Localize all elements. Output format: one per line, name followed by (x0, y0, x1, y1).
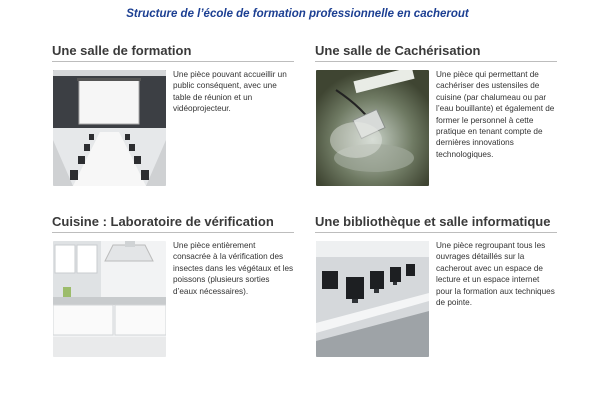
section-kasherization-room (315, 43, 557, 159)
section-text: Une pièce entièrement consacrée à la vérification des insectes dans les végétaux et les poissons (plusieurs sorties d’eaux nécessaires). (173, 241, 294, 296)
section-heading: Cuisine : Laboratoire de vérification (52, 214, 294, 233)
section-text: Une pièce pouvant accueillir un public conséquent, avec une table de réunion et un vidéoprojecteur. (173, 70, 287, 114)
section-training-room (52, 43, 294, 114)
computer-room-photo (316, 241, 429, 357)
kitchen-photo (53, 241, 166, 357)
section-kitchen-lab (52, 214, 294, 296)
section-heading: Une bibliothèque et salle informatique (315, 214, 557, 233)
section-heading: Une salle de formation (52, 43, 294, 62)
section-library-computer-room (315, 214, 557, 308)
kasherization-photo (316, 70, 429, 186)
section-heading: Une salle de Cachérisation (315, 43, 557, 62)
section-text: Une pièce qui permettant de cachériser des ustensiles de cuisine (par chalumeau ou par l’eau bouillante) et également de former le personnel à cette pratique en tenant compte de dernières innovations technologiques. (436, 70, 555, 159)
section-text: Une pièce regroupant tous les ouvrages détaillés sur la cacherout avec un espace de lecture et un espace internet pour la formation aux techniques de pointe. (436, 241, 555, 308)
training-room-photo (53, 70, 166, 186)
page-title: Structure de l’école de formation professionnelle en cacherout (126, 8, 469, 20)
